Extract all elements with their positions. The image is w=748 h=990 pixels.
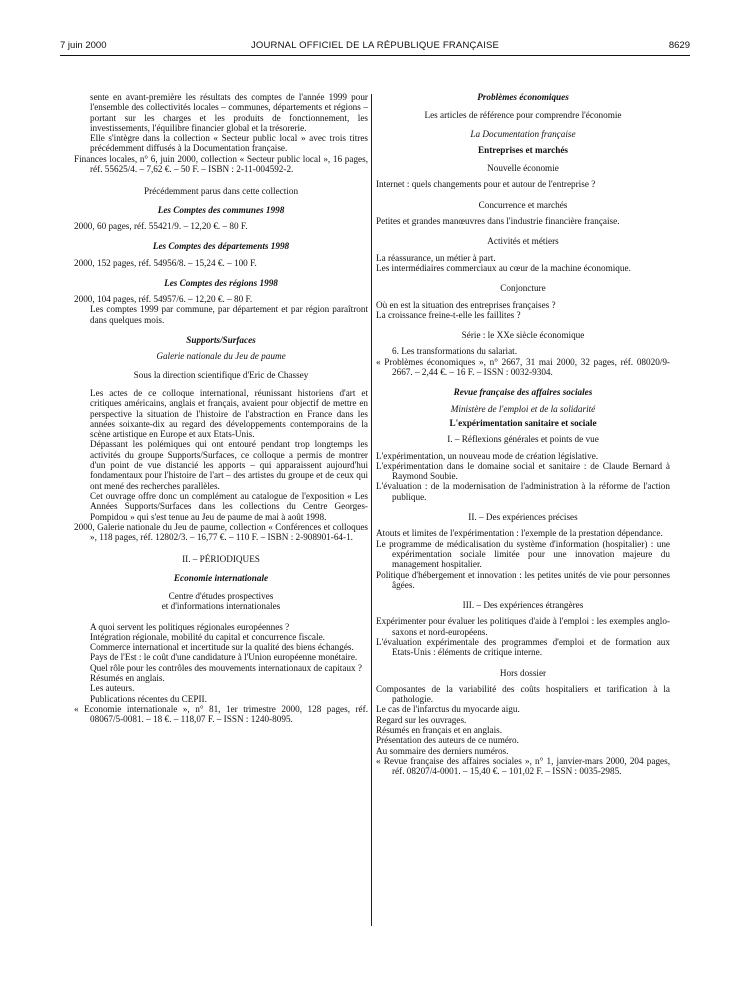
list-item: Publications récentes du CEPII.: [90, 693, 207, 704]
cepii-line-2: et d'informations internationales: [161, 601, 281, 612]
list-item: Les auteurs.: [90, 683, 135, 694]
regions-reference: 2000, 104 pages, réf. 54957/6. – 12,20 €. – 80 F.: [74, 294, 253, 305]
list-item: Atouts et limites de l'expérimentation : l'exemple de la prestation dépendance.: [376, 528, 663, 539]
right-column: [376, 92, 670, 777]
croissance-item: La croissance freine-t-elle les faillites ?: [376, 309, 521, 320]
economie-internationale-title: Economie internationale: [173, 572, 269, 583]
conjoncture-heading: Conjoncture: [500, 283, 546, 294]
previously-published-heading: Précédemment parus dans cette collection: [143, 186, 299, 197]
documentation-francaise: La Documentation française: [470, 128, 576, 139]
economie-reference: « Economie internationale », n° 81, 1er trimestre 2000, 128 pages, réf. 08067/5-0081. – 18 €. – 118,07 F. – ISSN : 1240-8095.: [74, 703, 368, 725]
section-1-heading: I. – Réflexions générales et points de vue: [447, 434, 599, 445]
depassant-paragraph: Dépassant les polémiques qui ont entouré pendant trop longtemps les activités du groupe Supports/Surfaces, ce colloque a permis de montrer d'un point de vue distancié les apports – qui apparaissent aujourd'hui fondamentaux pour l'histoire de l'art – des artistes du groupe et de ceux qui ont mené des recherches parallèles.: [90, 439, 368, 491]
intermediaires-item: Les intermédiaires commerciaux au cœur de la machine économique.: [376, 262, 631, 273]
column-divider: [371, 94, 372, 926]
entreprises-heading: Entreprises et marchés: [478, 144, 568, 155]
revue-reference: « Revue française des affaires sociales », n° 1, janvier-mars 2000, 204 pages, réf. 08207/4-0001. – 15,40 €. – 101,02 F. – ISSN : 0035-2985.: [376, 755, 670, 777]
communes-reference: 2000, 60 pages, réf. 55421/9. – 12,20 €. – 80 F.: [74, 220, 248, 231]
page-number: 8629: [668, 40, 690, 51]
concurrence-heading: Concurrence et marchés: [478, 199, 568, 210]
problemes-reference: « Problèmes économiques », n° 2667, 31 mai 2000, 32 pages, réf. 08020/9-2667. – 2,44 €. – 16 F. – ISSN : 0032-9304.: [376, 356, 670, 378]
journal-title: JOURNAL OFFICIEL DE LA RÉPUBLIQUE FRANÇAISE: [250, 40, 500, 51]
list-item: L'évaluation expérimentale des programmes d'emploi et de formation aux Etats-Unis : éléments de critique interne.: [376, 636, 670, 658]
finances-reference: Finances locales, n° 6, juin 2000, collection « Secteur public local », 16 pages, réf. 55625/4. – 7,62 €. – 50 F. – ISBN : 2-11-004592-2.: [74, 153, 368, 175]
list-item: Composantes de la variabilité des coûts hospitaliers et tarification à la pathologie.: [376, 683, 670, 705]
list-item: Résumés en français et en anglais.: [376, 725, 503, 736]
list-item: Présentation des auteurs de ce numéro.: [376, 735, 519, 746]
transformations-item: 6. Les transformations du salariat.: [392, 346, 518, 357]
list-item: Politique d'hébergement et innovation : les petites unités de vie pour personnes âgées.: [376, 569, 670, 590]
periodiques-heading: II. – PÉRIODIQUES: [182, 554, 260, 565]
finances-paragraph: sente en avant-première les résultats des comptes de l'année 1999 pour l'ensemble des collectivités locales – communes, départements et régions – portant sur les charges et les produits de fonctionnement, les investissements, l'équilibre financier global et la trésorerie.: [90, 92, 368, 133]
list-item: Le programme de médicalisation du système d'information (hospitalier) : une expérimentation sociale limitée pour une innovation majeure du management hospitalier.: [376, 538, 670, 570]
list-item: L'évaluation : de la modernisation de l'administration à la réforme de l'action publique.: [376, 481, 670, 502]
regions-title: Les Comptes des régions 1998: [164, 277, 278, 288]
problemes-economiques-title: Problèmes économiques: [477, 92, 569, 102]
galerie-heading: Galerie nationale du Jeu de paume: [156, 351, 286, 362]
page-header: [60, 40, 690, 54]
galerie-reference: 2000, Galerie nationale du Jeu de paume, collection « Conférences et colloques », 118 pages, réf. 12802/3. – 16,77 €. – 110 F. – ISBN : 2-908901-64-1.: [74, 521, 368, 543]
list-item: Quel rôle pour les contrôles des mouvements internationaux de capitaux ?: [90, 662, 362, 673]
section-2-heading: II. – Des expériences précises: [468, 512, 578, 523]
departements-reference: 2000, 152 pages, réf. 54956/8. – 15,24 €. – 100 F.: [74, 257, 257, 268]
nouvelle-economie-heading: Nouvelle économie: [487, 163, 559, 174]
activites-heading: Activités et métiers: [487, 236, 559, 247]
list-item: Intégration régionale, mobilité du capital et concurrence fiscale.: [90, 631, 325, 642]
list-item: L'expérimentation dans le domaine social et sanitaire : de Claude Bernard à Raymond Soubie.: [376, 460, 670, 482]
header-rule: [60, 55, 690, 56]
cepii-line-1: Centre d'études prospectives: [168, 590, 274, 601]
articles-line: Les articles de référence pour comprendre l'économie: [424, 110, 622, 121]
list-item: Regard sur les ouvrages.: [376, 714, 467, 725]
list-item: Pays de l'Est : le coût d'une candidature à l'Union européenne monétaire.: [90, 652, 358, 663]
list-item: L'expérimentation, un nouveau mode de création législative.: [376, 450, 599, 461]
issue-date: 7 juin 2000: [60, 40, 107, 51]
serie-heading: Série : le XXe siècle économique: [461, 330, 585, 341]
ou-en-est-item: Où en est la situation des entreprises françaises ?: [376, 299, 556, 310]
section-3-heading: III. – Des expériences étrangères: [462, 600, 584, 611]
revue-title: Revue française des affaires sociales: [453, 387, 593, 398]
list-item: Le cas de l'infarctus du myocarde aigu.: [376, 704, 520, 715]
list-item: Au sommaire des derniers numéros.: [376, 745, 509, 756]
ouvrage-paragraph: Cet ouvrage offre donc un complément au catalogue de l'exposition « Les Années Supports/Surfaces dans les collections du Centre Georges-Pompidou » qui s'est tenue au Jeu de paume de mai à août 1998.: [90, 490, 368, 522]
list-item: Expérimenter pour évaluer les politiques d'aide à l'emploi : les exemples anglo-saxons et nord-européens.: [376, 616, 670, 637]
ministere-line: Ministère de l'emploi et de la solidarité: [450, 403, 596, 414]
collection-paragraph: Elle s'intègre dans la collection « Secteur public local » avec trois titres précédemment diffusés à la Documentation française.: [90, 133, 368, 154]
internet-item: Internet : quels changements pour et autour de l'entreprise ?: [376, 179, 596, 190]
left-column: [74, 92, 368, 725]
list-item: Résumés en anglais.: [90, 673, 165, 684]
supports-surfaces-title: Supports/Surfaces: [186, 335, 256, 346]
direction-line: Sous la direction scientifique d'Eric de Chassey: [133, 369, 309, 380]
list-item: A quoi servent les politiques régionales européennes ?: [90, 621, 290, 632]
reassurance-item: La réassurance, un métier à part.: [376, 252, 496, 263]
hors-dossier-heading: Hors dossier: [499, 667, 547, 678]
actes-paragraph: Les actes de ce colloque international, réunissant historiens d'art et critiques américains, anglais et français, avaient pour objectif de mettre en perspective la situation de l'histoire de l'abstraction en France dans les années soixante-dix au regard des développements contemporains de la scène artistique en Europe et aux Etats-Unis.: [90, 387, 368, 440]
experimentation-heading: L'expérimentation sanitaire et sociale: [449, 417, 597, 428]
petites-item: Petites et grandes manœuvres dans l'industrie financière française.: [376, 216, 620, 227]
regions-note: Les comptes 1999 par commune, par département et par région paraîtront dans quelques mois.: [90, 304, 368, 325]
departements-title: Les Comptes des départements 1998: [152, 241, 290, 252]
list-item: Commerce international et incertitude sur la qualité des biens échangés.: [90, 642, 354, 653]
communes-title: Les Comptes des communes 1998: [157, 204, 285, 215]
